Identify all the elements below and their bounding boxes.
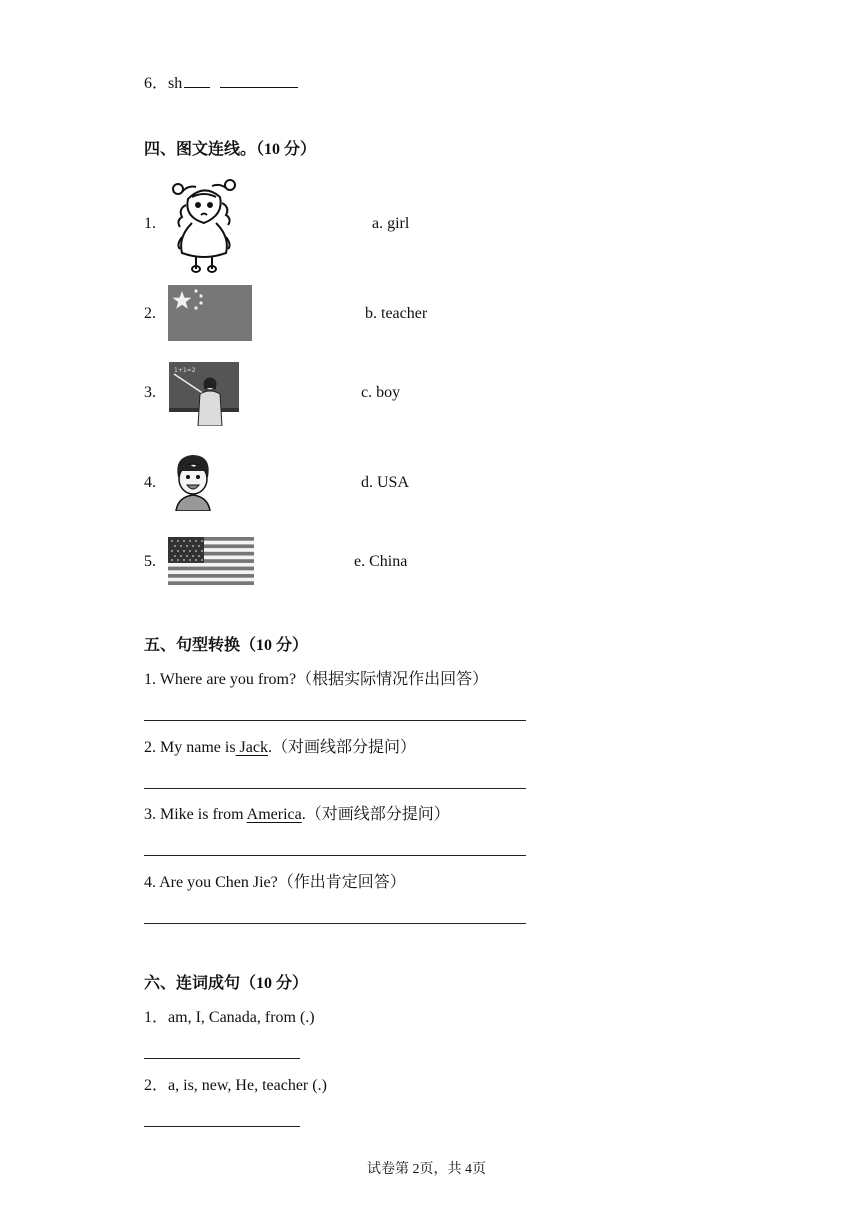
answer-line-6[interactable] (144, 1126, 300, 1127)
question-words: a, is, new, He, teacher (.) (168, 1077, 327, 1094)
question-text: 2. My name is (144, 739, 236, 756)
answer-line-3[interactable] (144, 855, 526, 856)
question-6 (144, 73, 298, 94)
question-instruction: .（对画线部分提问） (301, 806, 450, 823)
section-6-question-2 (144, 1076, 327, 1096)
section-5-question-1: 1. Where are you from?（根据实际情况作出回答） (144, 671, 489, 688)
item-3-number: 3. (144, 384, 156, 401)
question-number: 6． (144, 75, 169, 92)
answer-blank-long[interactable] (220, 73, 298, 88)
section-6-question-1 (144, 1008, 315, 1028)
answer-line-1[interactable] (144, 720, 526, 721)
girl-image (168, 175, 240, 273)
answer-line-2[interactable] (144, 788, 526, 789)
section-6-title: 六、连词成句（10 分） (144, 975, 309, 992)
item-1-number: 1. (144, 215, 156, 232)
underlined-word: America (246, 806, 302, 823)
china-flag-image (168, 285, 252, 341)
question-instruction: .（对画线部分提问） (267, 739, 416, 756)
section-5-question-2 (144, 738, 416, 758)
usa-flag-image (168, 537, 254, 585)
item-d-answer: d. USA (361, 474, 410, 491)
answer-line-4[interactable] (144, 923, 526, 924)
question-prefix: sh (168, 75, 183, 92)
question-number: 1． (144, 1009, 169, 1026)
item-5-number: 5. (144, 553, 156, 570)
item-e-answer: e. China (354, 553, 408, 570)
item-c-answer: c. boy (361, 384, 401, 401)
item-a-answer: a. girl (372, 215, 410, 232)
answer-blank-short[interactable] (184, 73, 210, 88)
underlined-word: Jack (235, 739, 268, 756)
boy-image (172, 451, 214, 511)
item-b-answer: b. teacher (365, 305, 428, 322)
item-2-number: 2. (144, 305, 156, 322)
answer-line-5[interactable] (144, 1058, 300, 1059)
question-words: am, I, Canada, from (.) (168, 1009, 315, 1026)
page-footer: 试卷第 2页，共 4页 (367, 1162, 486, 1177)
teacher-image (168, 360, 240, 426)
section-5-question-3 (144, 805, 450, 825)
question-number: 2． (144, 1077, 169, 1094)
section-5-title: 五、句型转换（10 分） (144, 637, 309, 654)
question-text: 3. Mike is from (144, 806, 247, 823)
section-4-title: 四、图文连线。（10 分） (144, 141, 317, 158)
svg-text:1+1=2: 1+1=2 (174, 367, 196, 374)
item-4-number: 4. (144, 474, 156, 491)
section-5-question-4: 4. Are you Chen Jie?（作出肯定回答） (144, 874, 406, 891)
